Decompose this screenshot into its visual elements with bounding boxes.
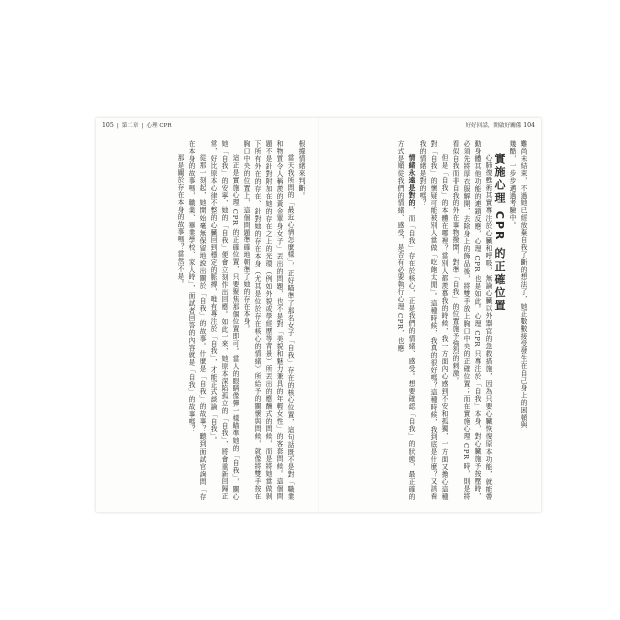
body-paragraph: 那是關於存在本身的故事嗎？當然不是。 [176,153,184,287]
left-page-number: 105 [102,122,114,129]
body-paragraph: 這正是實施心理 CPR 的正確位置，只要聚焦那個位置即可。當人的眼睛像彈一樣瞄準她的「自我」，關心她「自我」的安寧，她的「自我」便會立刻作出回應。如此一來，她原本深陷孤立的「自我」，將會重新回歸正常，好比原本心律不整的心臟回到穩定的脈搏，唯有專注於「自我」，才能正式談論「自我」。 [209,140,239,500]
intro-line: 難尚未結束，不過她已經放棄自我了斷的想法了，她正數數接受發生在自己身上的困頓與 [519,140,527,429]
right-page-body [332,140,528,500]
body-paragraph: 但是「自我」的本體在哪裡？當別人都羨慕我的時候，我一方面內心感到不安和孤獨，一方面又擔心這種對「自我」的懷疑可能被別人當做「吃飽太閒」。這種時候，我真的很好嗎？這種時候，我到底是什麼？又該看我的情緒是對的嗎？ [418,140,448,500]
body-paragraph: 當天我所問的「最近心情怎麼樣」，正好瞄準了那名女子「自我」存在的核心位置，這句話既不是對「職業和物質令人稱羨的黃金單身女子」丟出的問題，也不是對「美貌和魅力兼具的年輕女性」的客套問候。這個問題不是針對附加在她的存在之上的光環（例如外貌或學經歷等背景）所丟出的應酬式的問候，而是將她當做剝下所有外在的存在、針對她的存在本身（尤其是位於存在核心的情緒）所給予的關懷與問候，就像將雙手按在胸口中央的位置上，這個問題準確地朝準了她的存在本身。 [242,140,294,500]
paragraph-text: ，而「自我」存在於核心，正是我們的情緒、感受。想要確認「自我」的狀態，最正確的方式是順從我們的情緒、感受，是否有必要執行心理 CPR，也應 [396,140,415,500]
left-chapter-title: 心理 CPR [146,123,172,129]
right-page-number: 104 [523,122,535,129]
left-page-body [110,140,306,500]
header-separator: | [116,123,119,129]
left-chapter-label: 第二章 [121,123,139,129]
intro-line: 幾酷，一步步邁過考驗中。 [508,140,516,229]
body-paragraph: 從那一刻起，她開始毫無保留地說出關於「自我」的故事。什麼是「自我」的故事？聽到面試官詢問「存在本身的故事嗎，職業、畢業學校、家人時」，面試者回答的內容就是「自我」的故事嗎？ [187,140,206,500]
body-paragraph: 心肺復甦術其實專注於心臟和呼吸，無論心臟以外器官的急救措施，因為只要心臟恢復原本功能，就能帶動身體其他功能的連鎖反應，心理 CPR 也是如此。心理 CPR 只專注於「自我」本身，對心臟施予按壓時，必須先將厚衣服解開，去除身上的飾品後，將雙手放上胸口中央的正確位置；而在實施心理 CPR 時，則是將看似自我而非自我的外在事物撥開，對準「自我」的位置施予強烈的刺激。 [451,140,492,500]
header-separator: | [141,123,144,129]
book-spread [96,118,541,512]
bold-lead: 情緒永遠是對的 [407,153,415,207]
page-gutter [318,118,319,512]
right-book-title: 好好回話，開啟好關係 [465,123,522,129]
left-running-header [102,121,172,131]
body-paragraph: 根據情緒來判斷。 [297,140,305,200]
section-title: 實施心理 CPR 的正確位置 [493,153,506,313]
body-paragraph [394,140,416,500]
right-running-header [465,121,535,131]
